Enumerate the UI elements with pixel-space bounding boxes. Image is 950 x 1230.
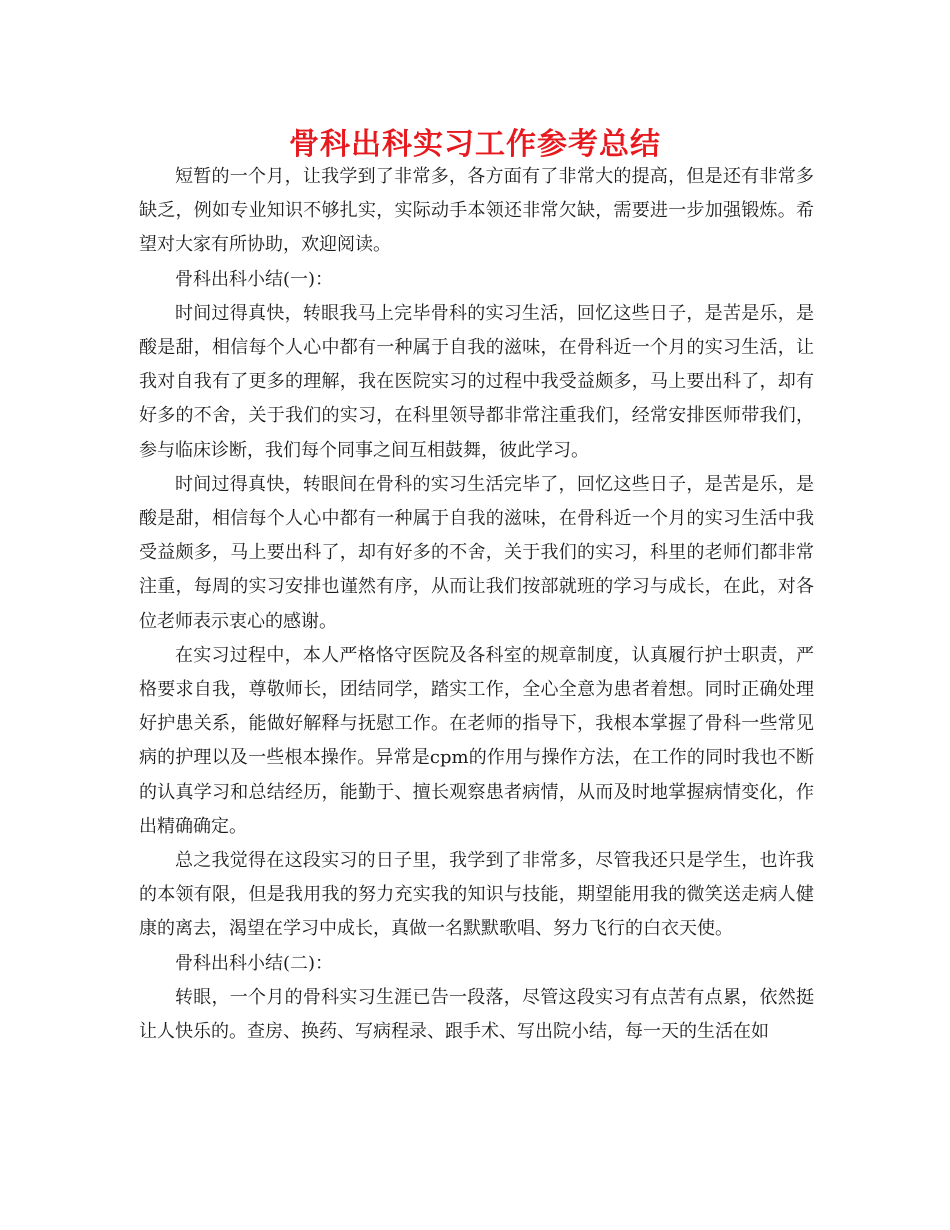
body-paragraph: 在实习过程中，本人严格恪守医院及各科室的规章制度，认真履行护士职责，严格要求自我，尊敬师长，团结同学，踏实工作，全心全意为患者着想。同时正确处理好护患关系，能做好解释与抚慰工作。在老师的指导下，我根本掌握了骨科一些常见病的护理以及一些根本操作。异常是cpm的作用与操作方法，在工作的同时我也不断的认真学习和总结经历，能勤于、擅长观察患者病情，从而及时地掌握病情变化，作出精确确定。 bbox=[139, 644, 814, 837]
document-title: 骨科出科实习工作参考总结 bbox=[289, 127, 661, 162]
body-paragraph: 总之我觉得在这段实习的日子里，我学到了非常多，尽管我还只是学生，也许我的本领有限，但是我用我的努力充实我的知识与技能，期望能用我的微笑送走病人健康的离去，渴望在学习中成长，真做一名默默歌唱、努力飞行的白衣天使。 bbox=[139, 850, 814, 940]
section-heading-summary-one: 骨科出科小结(一)： bbox=[175, 268, 334, 290]
intro-paragraph: 短暂的一个月，让我学到了非常多，各方面有了非常大的提高，但是还有非常多缺乏，例如专业知识不够扎实，实际动手本领还非常欠缺，需要进一步加强锻炼。希望对大家有所协助，欢迎阅读。 bbox=[139, 166, 814, 256]
document-body bbox=[139, 160, 814, 1049]
section-heading-summary-two: 骨科出科小结(二)： bbox=[175, 952, 334, 974]
body-paragraph: 时间过得真快，转眼我马上完毕骨科的实习生活，回忆这些日子，是苦是乐，是酸是甜，相信每个人心中都有一种属于自我的滋味，在骨科近一个月的实习生活，让我对自我有了更多的理解，我在医院实习的过程中我受益颇多，马上要出科了，却有好多的不舍，关于我们的实习，在科里领导都非常注重我们，经常安排医师带我们，参与临床诊断，我们每个同事之间互相鼓舞，彼此学习。 bbox=[139, 302, 814, 461]
body-paragraph: 时间过得真快，转眼间在骨科的实习生活完毕了，回忆这些日子，是苦是乐，是酸是甜，相信每个人心中都有一种属于自我的滋味，在骨科近一个月的实习生活中我受益颇多，马上要出科了，却有好多的不舍，关于我们的实习，科里的老师们都非常注重，每周的实习安排也谨然有序，从而让我们按部就班的学习与成长，在此，对各位老师表示衷心的感谢。 bbox=[139, 473, 814, 632]
body-paragraph: 转眼，一个月的骨科实习生涯已告一段落，尽管这段实习有点苦有点累，依然挺让人快乐的。查房、换药、写病程录、跟手术、写出院小结，每一天的生活在如 bbox=[139, 986, 814, 1043]
